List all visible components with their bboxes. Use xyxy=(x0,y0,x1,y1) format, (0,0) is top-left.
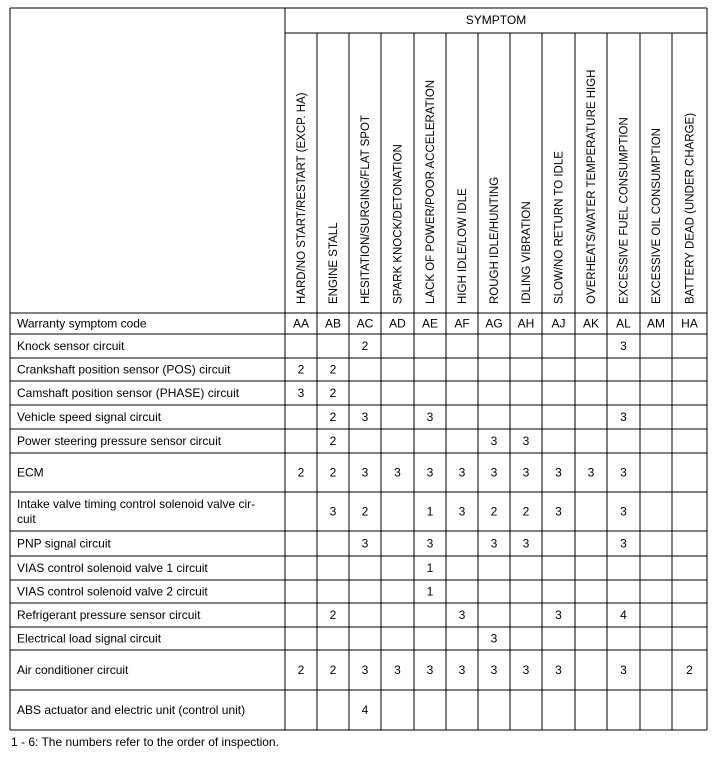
row-label: Power steering pressure sensor circuit xyxy=(17,434,222,448)
inspection-order-value: 3 xyxy=(458,465,466,480)
column-header-label: SLOW/NO RETURN TO IDLE xyxy=(553,151,566,304)
row-label: VIAS control solenoid valve 2 circuit xyxy=(17,584,208,599)
symptom-code: AM xyxy=(647,316,665,331)
inspection-order-value: 3 xyxy=(458,663,466,677)
symptom-code: AA xyxy=(292,316,310,331)
symptom-code: AK xyxy=(582,316,600,331)
inspection-order-value: 2 xyxy=(329,663,337,677)
inspection-order-value: 3 xyxy=(620,663,627,677)
inspection-order-value: 3 xyxy=(555,663,562,677)
symptom-code: AL xyxy=(616,316,631,331)
column-header-label: HIGH IDLE/LOW IDLE xyxy=(457,188,469,304)
inspection-order-value: 3 xyxy=(426,410,434,424)
inspection-order-value: 4 xyxy=(620,608,627,622)
symptom-code: HA xyxy=(681,316,698,331)
symptom-header: SYMPTOM xyxy=(465,13,527,27)
row-label: Refrigerant pressure sensor circuit xyxy=(17,608,201,622)
row-label: Air conditioner circuit xyxy=(17,663,129,677)
inspection-order-value: 2 xyxy=(490,504,498,519)
row-label: Intake valve timing control solenoid valve cir- xyxy=(17,497,256,511)
inspection-order-value: 3 xyxy=(620,465,627,480)
column-header-label: HESITATION/SURGING/FLAT SPOT xyxy=(360,115,372,304)
symptom-code: AJ xyxy=(551,316,566,331)
inspection-order-value: 3 xyxy=(620,410,627,424)
column-header-label: BATTERY DEAD (UNDER CHARGE) xyxy=(684,112,697,304)
inspection-order-value: 2 xyxy=(522,504,530,519)
inspection-order-value: 3 xyxy=(620,536,627,551)
inspection-order-value: 3 xyxy=(426,663,434,677)
inspection-order-value: 2 xyxy=(297,362,305,377)
row-label: ECM xyxy=(17,465,44,480)
row-label: Camshaft position sensor (PHASE) circuit xyxy=(17,386,240,400)
inspection-order-value: 2 xyxy=(361,504,369,519)
inspection-order-value: 3 xyxy=(297,386,305,400)
inspection-order-value: 3 xyxy=(620,339,627,353)
inspection-order-value: 3 xyxy=(490,465,498,480)
symptom-code: AC xyxy=(356,316,374,331)
inspection-order-value: 2 xyxy=(361,339,369,353)
inspection-order-value: 3 xyxy=(458,608,466,622)
symptom-code: AB xyxy=(324,316,342,331)
warranty-code-row-label: Warranty symptom code xyxy=(17,316,147,331)
footnote: 1 - 6: The numbers refer to the order of inspection. xyxy=(11,735,279,749)
column-header-label: EXCESSIVE FUEL CONSUMPTION xyxy=(618,117,631,304)
inspection-order-value: 3 xyxy=(522,536,530,551)
inspection-order-value: 3 xyxy=(522,663,530,677)
inspection-order-value: 3 xyxy=(361,536,369,551)
column-header-label: SPARK KNOCK/DETONATION xyxy=(392,144,405,304)
inspection-order-value: 3 xyxy=(426,536,434,551)
inspection-order-value: 3 xyxy=(490,663,498,677)
inspection-order-value: 1 xyxy=(426,561,434,575)
inspection-order-value: 2 xyxy=(329,608,337,622)
column-header-label: OVERHEATS/WATER TEMPERATURE HIGH xyxy=(586,69,598,304)
inspection-order-value: 2 xyxy=(297,465,305,480)
inspection-order-value: 3 xyxy=(490,536,498,551)
inspection-order-value: 2 xyxy=(329,362,337,377)
symptom-code: AF xyxy=(454,316,470,331)
inspection-order-value: 2 xyxy=(686,663,693,677)
inspection-order-value: 3 xyxy=(426,465,434,480)
column-header-label: IDLING VIBRATION xyxy=(521,201,533,304)
inspection-order-value: 3 xyxy=(620,504,627,519)
inspection-order-value: 3 xyxy=(394,465,401,480)
inspection-order-value: 3 xyxy=(329,504,337,519)
inspection-order-value: 3 xyxy=(458,504,466,519)
inspection-order-value: 3 xyxy=(522,434,530,448)
inspection-order-value: 1 xyxy=(426,584,434,599)
inspection-order-value: 3 xyxy=(555,608,562,622)
column-header-label: LACK OF POWER/POOR ACCELERATION xyxy=(425,79,437,304)
inspection-order-value: 3 xyxy=(555,504,562,519)
inspection-order-value: 3 xyxy=(361,663,369,677)
inspection-order-value: 2 xyxy=(297,663,305,677)
row-label: Electrical load signal circuit xyxy=(17,631,162,646)
symptom-code: AD xyxy=(389,316,406,331)
symptom-code: AG xyxy=(485,316,503,331)
inspection-order-value: 3 xyxy=(522,465,530,480)
row-label: cuit xyxy=(17,512,36,526)
inspection-order-value: 2 xyxy=(329,434,337,448)
column-header-label: ENGINE STALL xyxy=(328,222,340,304)
table-content xyxy=(17,13,698,717)
column-header-label: ROUGH IDLE/HUNTING xyxy=(489,176,501,304)
row-label: Vehicle speed signal circuit xyxy=(17,410,162,424)
inspection-order-value: 2 xyxy=(329,465,337,480)
row-label: Crankshaft position sensor (POS) circuit xyxy=(17,362,231,377)
inspection-order-value: 3 xyxy=(555,465,562,480)
inspection-order-value: 2 xyxy=(329,410,337,424)
inspection-order-value: 4 xyxy=(361,703,369,717)
symptom-code: AE xyxy=(421,316,439,331)
inspection-order-value: 3 xyxy=(361,465,369,480)
row-label: VIAS control solenoid valve 1 circuit xyxy=(17,561,208,575)
column-header-label: HARD/NO START/RESTART (EXCP. HA) xyxy=(296,92,308,304)
inspection-order-value: 3 xyxy=(361,410,369,424)
inspection-order-value: 3 xyxy=(587,465,595,480)
inspection-order-value: 3 xyxy=(490,631,498,646)
inspection-order-value: 3 xyxy=(490,434,498,448)
row-label: ABS actuator and electric unit (control unit) xyxy=(17,703,246,717)
inspection-order-value: 1 xyxy=(426,504,434,519)
row-label: Knock sensor circuit xyxy=(17,339,125,353)
column-header-label: EXCESSIVE OIL CONSUMPTION xyxy=(651,128,663,304)
symptom-code: AH xyxy=(517,316,535,331)
row-label: PNP signal circuit xyxy=(17,536,111,551)
inspection-order-value: 3 xyxy=(394,663,401,677)
inspection-order-value: 2 xyxy=(329,386,337,400)
